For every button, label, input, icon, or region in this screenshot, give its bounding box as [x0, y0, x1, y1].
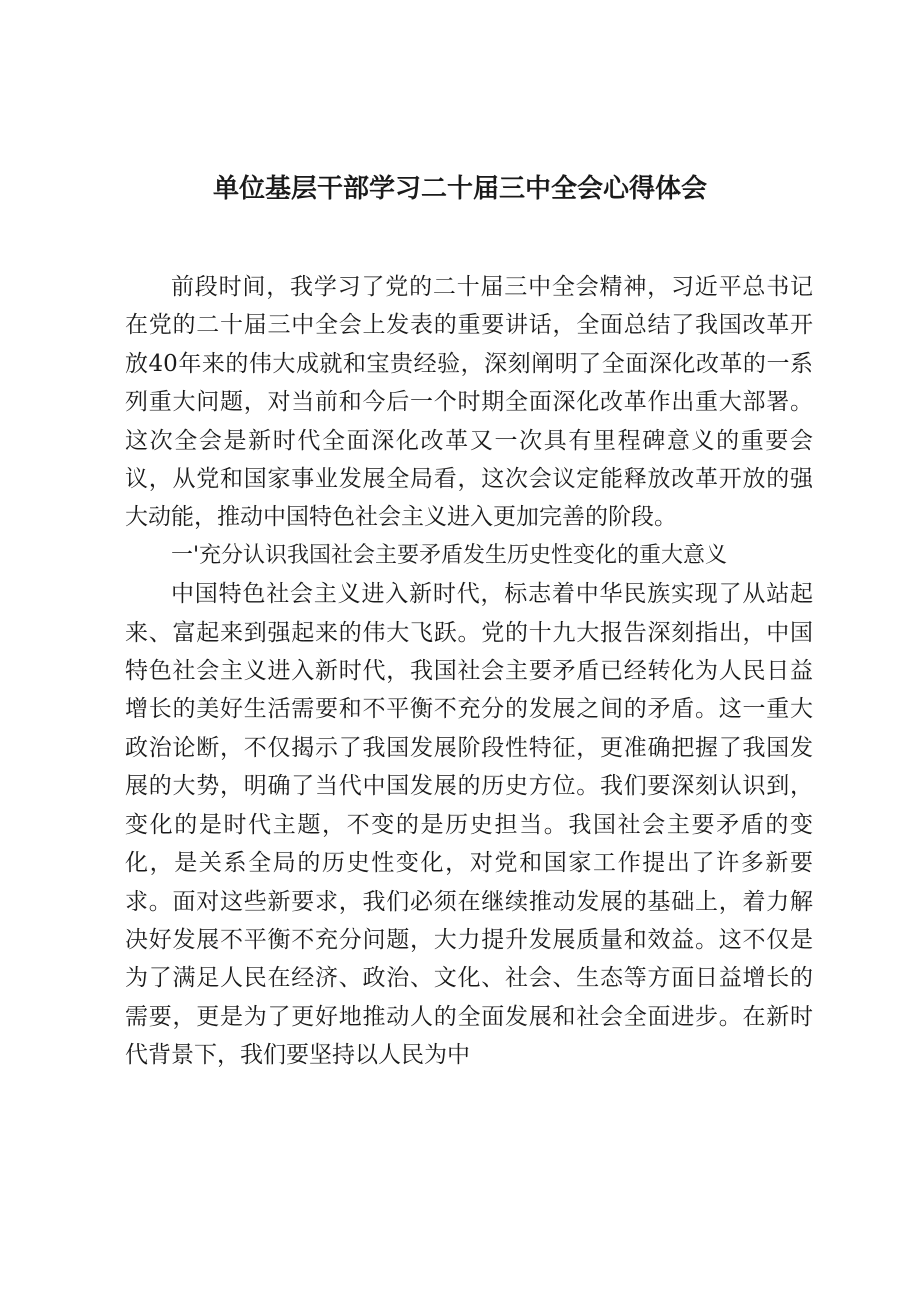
page-title: 单位基层干部学习二十届三中全会心得体会: [212, 174, 707, 204]
section-heading: 一'充分认识我国社会主要矛盾发生历史性变化的重大意义: [171, 542, 728, 568]
section-paragraph: 中国特色社会主义进入新时代，标志着中华民族实现了从站起来、富起来到强起来的伟大飞跃。党的十九大报告深刻指出，中国特色社会主义进入新时代，我国社会主要矛盾已经转化为人民日益增长的美好生活需要和不平衡不充分的发展之间的矛盾。这一重大政治论断，不仅揭示了我国发展阶段性特征，更准确把握了我国发展的大势，明确了当代中国发展的历史方位。我们要深刻认识到，变化的是时代主题，不变的是历史担当。我国社会主要矛盾的变化，是关系全局的历史性变化，对党和国家工作提出了许多新要求。面对这些新要求，我们必须在继续推动发展的基础上，着力解决好发展不平衡不充分问题，大力提升发展质量和效益。这不仅是为了满足人民在经济、政治、文化、社会、生态等方面日益增长的需要，更是为了更好地推动人的全面发展和社会全面进步。在新时代背景下，我们要坚持以人民为中: [125, 581, 813, 1069]
intro-paragraph: 前段时间，我学习了党的二十届三中全会精神，习近平总书记在党的二十届三中全会上发表的重要讲话，全面总结了我国改革开放40年来的伟大成就和宝贵经验，深刻阐明了全面深化改革的一系列重大问题，对当前和今后一个时期全面深化改革作出重大部署。这次全会是新时代全面深化改革又一次具有里程碑意义的重要会议，从党和国家事业发展全局看，这次会议定能释放改革开放的强大动能，推动中国特色社会主义进入更加完善的阶段。: [125, 274, 813, 531]
document-body: [125, 268, 813, 1075]
